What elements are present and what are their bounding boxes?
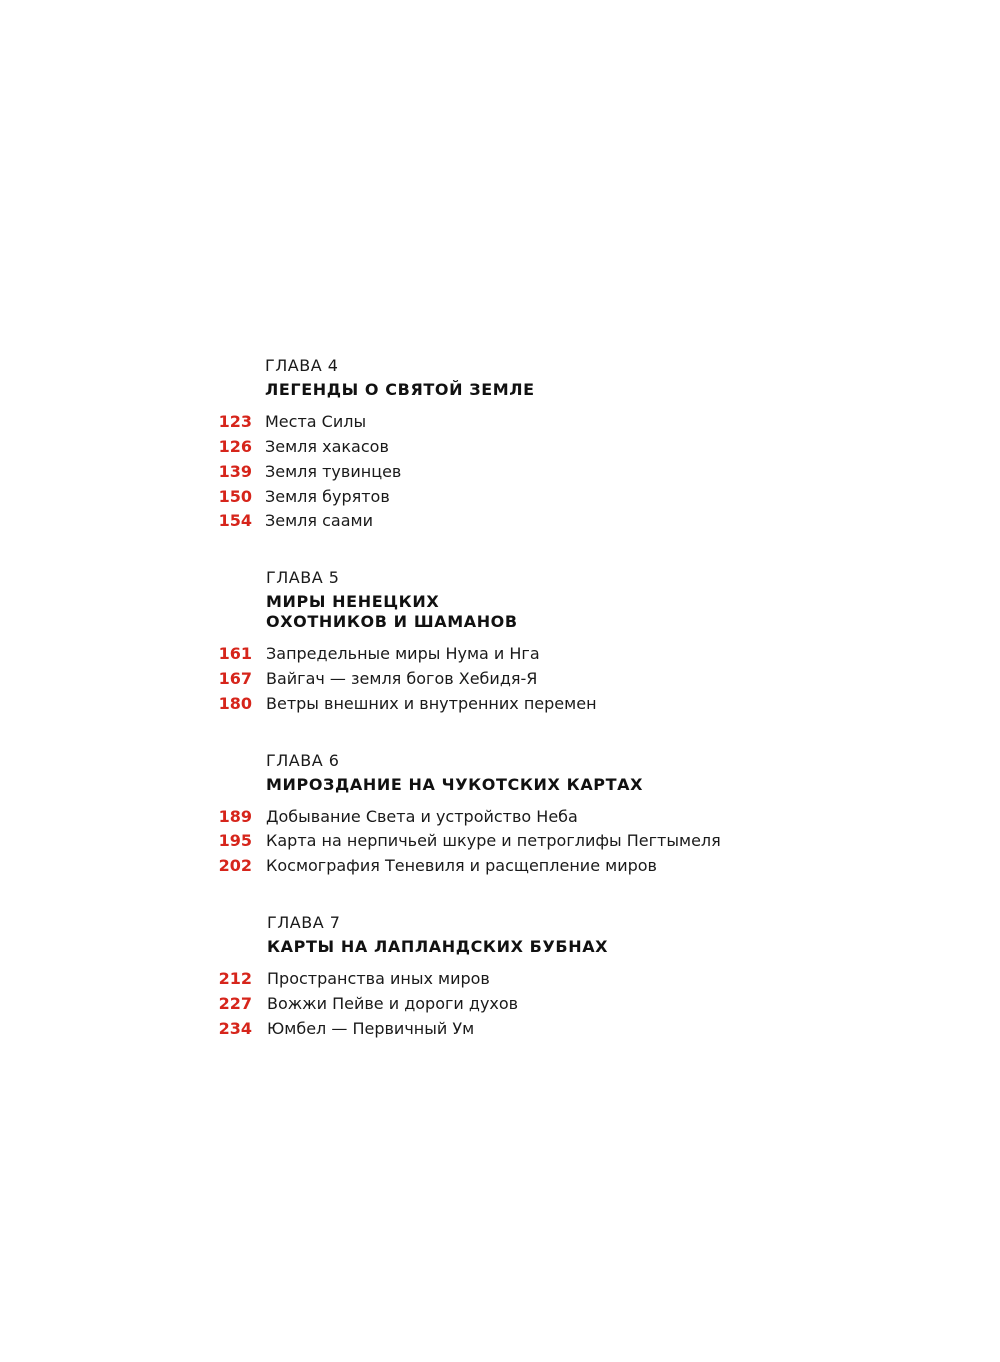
entry-title: Места Силы xyxy=(265,412,367,431)
entry-title: Карта на нерпичьей шкуре и петроглифы Пегтымеля xyxy=(266,831,721,850)
chapter-label: ГЛАВА 7 xyxy=(267,913,341,932)
chapter-title-line: ОХОТНИКОВ И ШАМАНОВ xyxy=(266,612,518,631)
chapter-title-line: МИРОЗДАНИЕ НА ЧУКОТСКИХ КАРТАХ xyxy=(266,775,644,794)
chapter-label: ГЛАВА 4 xyxy=(265,356,339,375)
toc-entry[interactable] xyxy=(0,509,1000,533)
entry-title: Земля хакасов xyxy=(265,437,389,456)
entry-title: Земля саами xyxy=(265,511,373,530)
entry-title: Запредельные миры Нума и Нга xyxy=(266,644,540,663)
chapter-title-line: ЛЕГЕНДЫ О СВЯТОЙ ЗЕМЛЕ xyxy=(265,380,535,399)
page-number: 154 xyxy=(218,511,252,530)
chapter-label: ГЛАВА 5 xyxy=(266,568,340,587)
toc-entry[interactable] xyxy=(0,667,1000,691)
toc-entry[interactable] xyxy=(0,642,1000,666)
page-number: 189 xyxy=(218,807,252,826)
page-number: 126 xyxy=(218,437,252,456)
chapter-title xyxy=(266,592,518,632)
toc-entry[interactable] xyxy=(0,460,1000,484)
page-number: 167 xyxy=(218,669,252,688)
entry-title: Ветры внешних и внутренних перемен xyxy=(266,694,597,713)
chapter-title-line: МИРЫ НЕНЕЦКИХ xyxy=(266,592,440,611)
toc-entry[interactable] xyxy=(0,829,1000,853)
chapter-title xyxy=(266,775,643,795)
toc-entry[interactable] xyxy=(0,992,1000,1016)
page-number: 234 xyxy=(218,1019,252,1038)
toc-entry[interactable] xyxy=(0,854,1000,878)
toc-entry[interactable] xyxy=(0,410,1000,434)
entry-title: Юмбел — Первичный Ум xyxy=(267,1019,475,1038)
page-number: 180 xyxy=(218,694,252,713)
entry-title: Вожжи Пейве и дороги духов xyxy=(267,994,519,1013)
entry-title: Космография Теневиля и расщепление миров xyxy=(266,856,657,875)
chapter-title xyxy=(265,380,535,400)
toc-entry[interactable] xyxy=(0,485,1000,509)
toc-entry[interactable] xyxy=(0,967,1000,991)
page-number: 150 xyxy=(218,487,252,506)
page-number: 195 xyxy=(218,831,252,850)
chapter-title xyxy=(267,937,608,957)
page-number: 227 xyxy=(218,994,252,1013)
entry-title: Земля бурятов xyxy=(265,487,390,506)
page-number: 139 xyxy=(218,462,252,481)
page-number: 212 xyxy=(218,969,252,988)
entry-title: Пространства иных миров xyxy=(267,969,490,988)
entry-title: Добывание Света и устройство Неба xyxy=(266,807,578,826)
page-number: 123 xyxy=(218,412,252,431)
toc-entry[interactable] xyxy=(0,692,1000,716)
page-number: 161 xyxy=(218,644,252,663)
toc-entry[interactable] xyxy=(0,1017,1000,1041)
chapter-title-line: КАРТЫ НА ЛАПЛАНДСКИХ БУБНАХ xyxy=(267,937,609,956)
toc-entry[interactable] xyxy=(0,805,1000,829)
entry-title: Вайгач — земля богов Хебидя-Я xyxy=(266,669,538,688)
toc-entry[interactable] xyxy=(0,435,1000,459)
page-number: 202 xyxy=(218,856,252,875)
chapter-label: ГЛАВА 6 xyxy=(266,751,340,770)
entry-title: Земля тувинцев xyxy=(265,462,402,481)
